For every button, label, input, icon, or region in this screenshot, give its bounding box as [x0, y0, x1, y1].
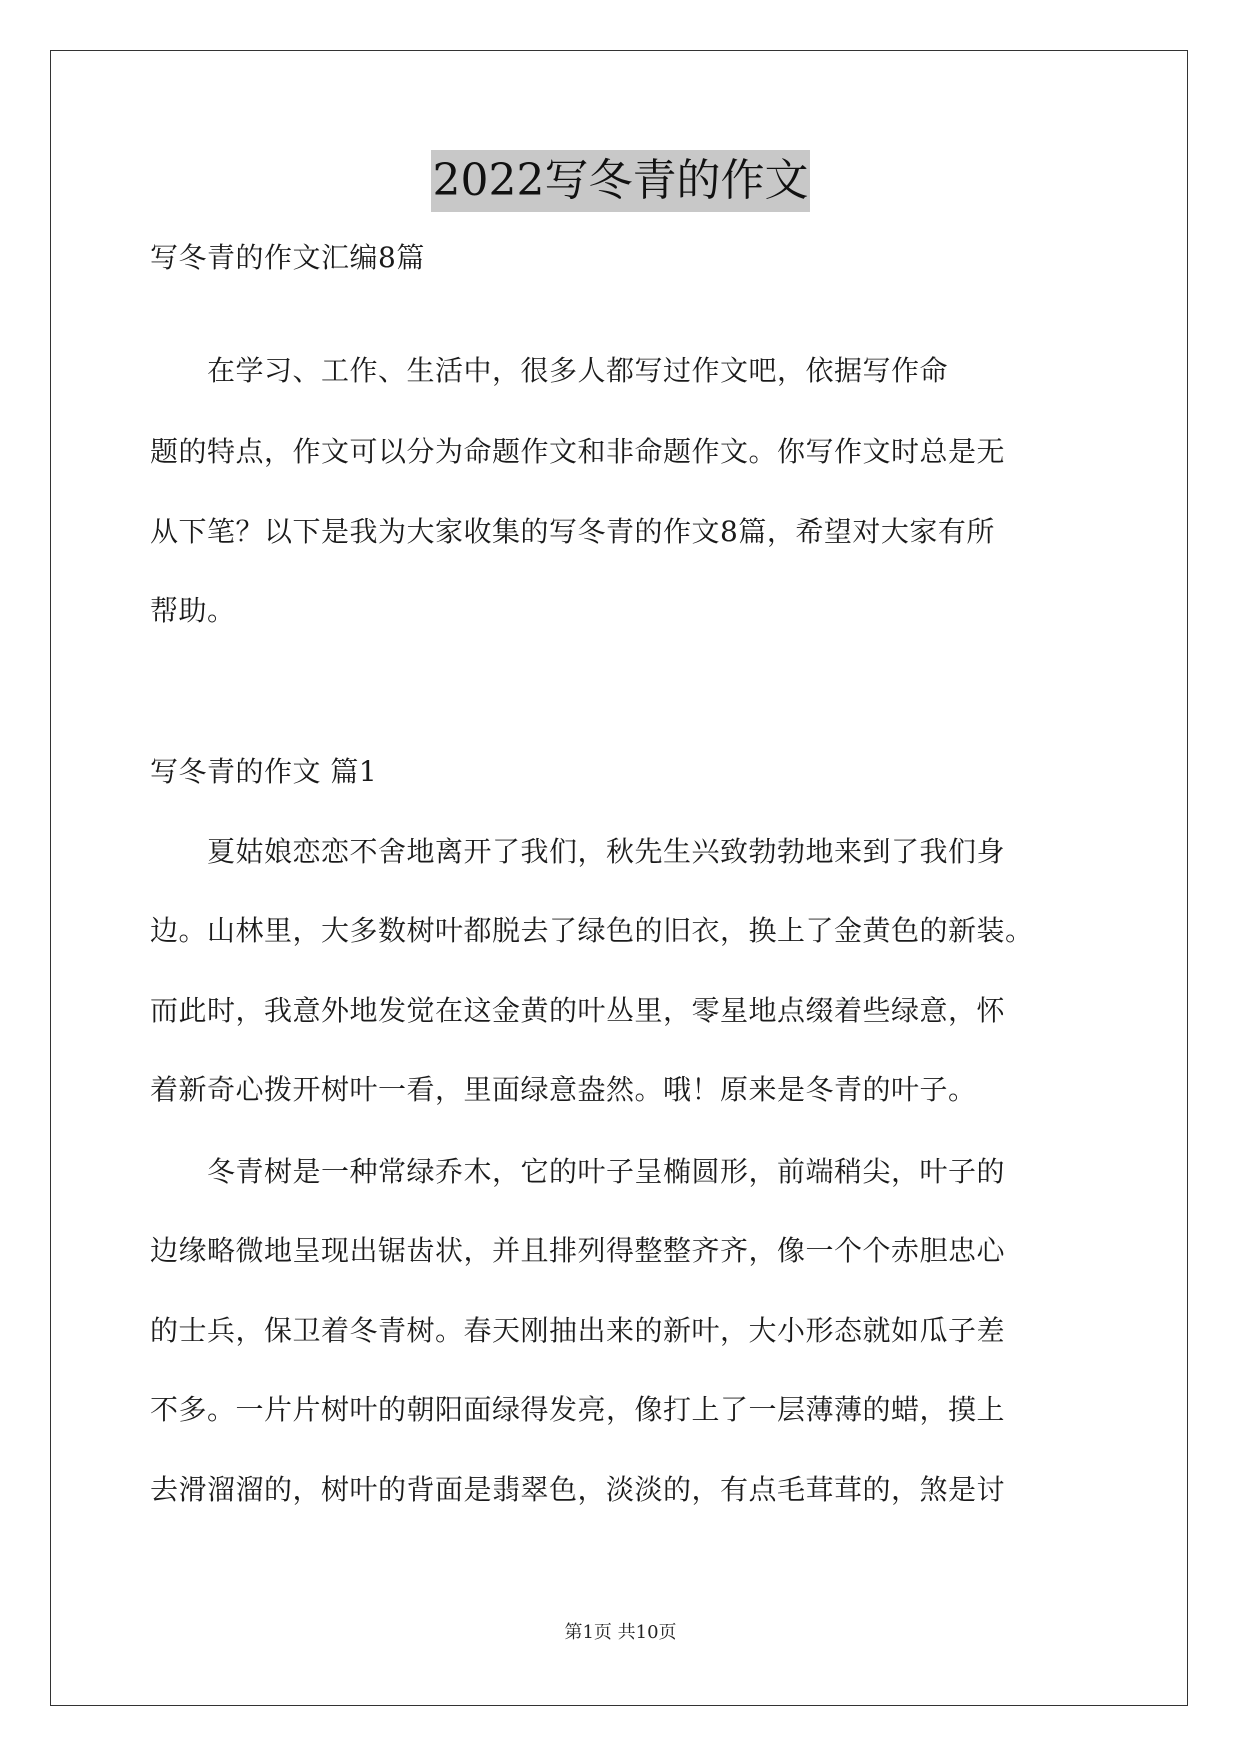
page-border [50, 50, 1188, 1706]
section-line: 而此时，我意外地发觉在这金黄的叶丛里，零星地点缀着些绿意，怀 [150, 994, 1006, 1027]
intro-line: 题的特点，作文可以分为命题作文和非命题作文。你写作文时总是无 [150, 435, 1006, 468]
section-line: 边。山林里，大多数树叶都脱去了绿色的旧衣，换上了金黄色的新装。 [150, 914, 1034, 947]
intro-line: 帮助。 [150, 594, 236, 627]
document-heading: 写冬青的作文汇编8篇 [150, 241, 425, 274]
intro-line: 在学习、工作、生活中，很多人都写过作文吧，依据写作命 [150, 354, 949, 387]
title-container [0, 150, 1241, 212]
page-footer: 第1页 共10页 [564, 1622, 677, 1643]
section-line: 冬青树是一种常绿乔木，它的叶子呈椭圆形，前端稍尖，叶子的 [150, 1155, 1006, 1188]
section-line: 边缘略微地呈现出锯齿状，并且排列得整整齐齐，像一个个赤胆忠心 [150, 1234, 1006, 1267]
section-line: 不多。一片片树叶的朝阳面绿得发亮，像打上了一层薄薄的蜡，摸上 [150, 1393, 1006, 1426]
section-heading: 写冬青的作文 篇1 [150, 755, 378, 788]
section-line: 着新奇心拨开树叶一看，里面绿意盎然。哦！原来是冬青的叶子。 [150, 1073, 977, 1106]
document-title: 2022写冬青的作文 [431, 150, 811, 212]
section-line: 夏姑娘恋恋不舍地离开了我们，秋先生兴致勃勃地来到了我们身 [150, 835, 1006, 868]
intro-line: 从下笔？以下是我为大家收集的写冬青的作文8篇，希望对大家有所 [150, 515, 995, 548]
section-line: 去滑溜溜的，树叶的背面是翡翠色，淡淡的，有点毛茸茸的，煞是讨 [150, 1473, 1006, 1506]
section-line: 的士兵，保卫着冬青树。春天刚抽出来的新叶，大小形态就如瓜子差 [150, 1314, 1006, 1347]
